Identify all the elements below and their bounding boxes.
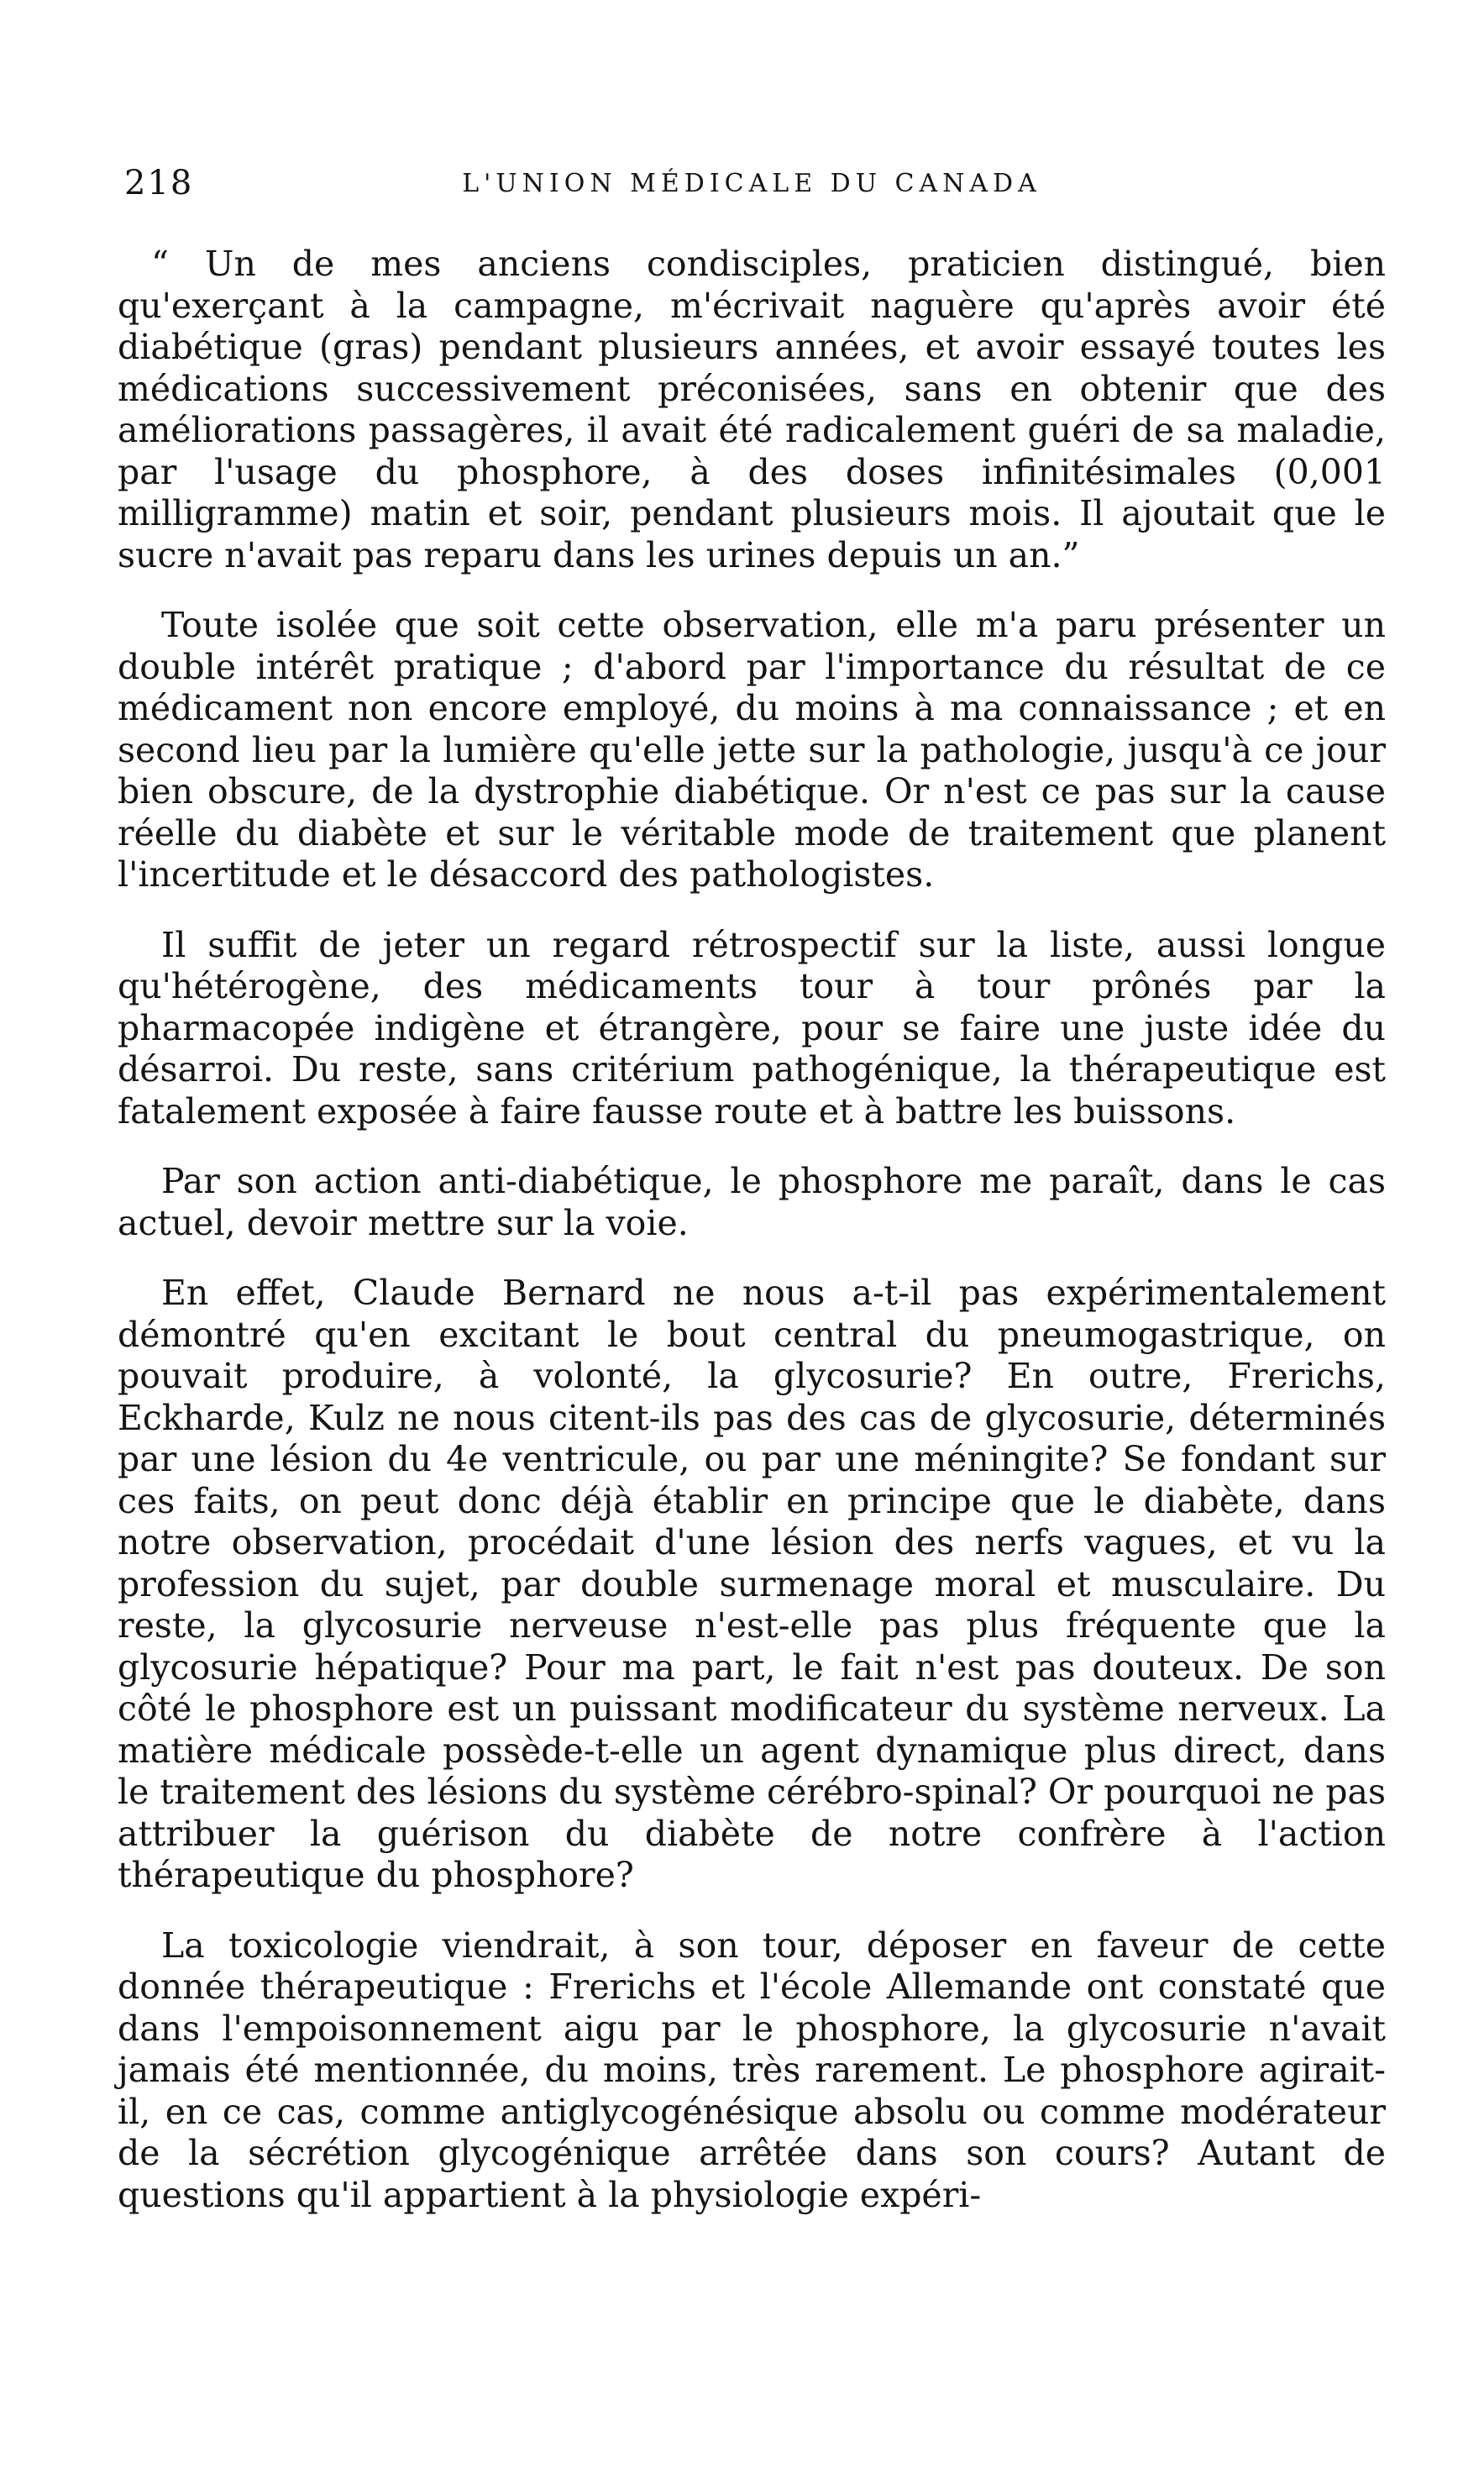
page-number: 218 bbox=[124, 164, 194, 202]
document-page bbox=[118, 0, 1386, 2489]
running-head bbox=[118, 164, 1386, 206]
paragraph: Il suffit de jeter un regard rétrospectif sur la liste, aussi longue qu'hétérogène, des médicaments tour à tour prônés par la pharmacopée indigène et étrangère, pour se faire une juste idée du désarroi. Du reste, sans critérium pathogénique, la thérapeutique est fatalement exposée à faire fausse route et à battre les buissons. bbox=[118, 924, 1386, 1132]
journal-title: L'UNION MÉDICALE DU CANADA bbox=[462, 169, 1041, 198]
body-text bbox=[118, 244, 1386, 2245]
paragraph: Par son action anti-diabétique, le phosphore me paraît, dans le cas actuel, devoir mettre sur la voie. bbox=[118, 1161, 1386, 1243]
paragraph: La toxicologie viendrait, à son tour, déposer en faveur de cette donnée thérapeutique : Frerichs et l'école Allemande ont constaté que dans l'empoisonnement aigu par le phosphore, la glycosurie n'avait jamais été mentionnée, du moins, très rarement. Le phosphore agirait-il, en ce cas, comme antiglycogénésique absolu ou comme modérateur de la sécrétion glycogénique arrêtée dans son cours? Autant de questions qu'il appartient à la physiologie expéri- bbox=[118, 1925, 1386, 2215]
paragraph-quote: “ Un de mes anciens condisciples, praticien distingué, bien qu'exerçant à la campagne, m'écrivait naguère qu'après avoir été diabétique (gras) pendant plusieurs années, et avoir essayé toutes les médications successivement préconisées, sans en obtenir que des améliorations passagères, il avait été radicalement guéri de sa maladie, par l'usage du phosphore, à des doses infinitésimales (0,001 milligramme) matin et soir, pendant plusieurs mois. Il ajoutait que le sucre n'avait pas reparu dans les urines depuis un an.” bbox=[118, 244, 1386, 575]
paragraph: Toute isolée que soit cette observation, elle m'a paru présenter un double intérêt pratique ; d'abord par l'importance du résultat de ce médicament non encore employé, du moins à ma connaissance ; et en second lieu par la lumière qu'elle jette sur la pathologie, jusqu'à ce jour bien obscure, de la dystrophie diabétique. Or n'est ce pas sur la cause réelle du diabète et sur le véritable mode de traitement que planent l'incertitude et le désaccord des pathologistes. bbox=[118, 605, 1386, 895]
paragraph: En effet, Claude Bernard ne nous a-t-il pas expérimentalement démontré qu'en excitant le bout central du pneumogastrique, on pouvait produire, à volonté, la glycosurie? En outre, Frerichs, Eckharde, Kulz ne nous citent-ils pas des cas de glycosurie, déterminés par une lésion du 4e ventricule, ou par une méningite? Se fondant sur ces faits, on peut donc déjà établir en principe que le diabète, dans notre observation, procédait d'une lésion des nerfs vagues, et vu la profession du sujet, par double surmenage moral et musculaire. Du reste, la glycosurie nerveuse n'est-elle pas plus fréquente que la glycosurie hépatique? Pour ma part, le fait n'est pas douteux. De son côté le phosphore est un puissant modificateur du système nerveux. La matière médicale possède-t-elle un agent dynamique plus direct, dans le traitement des lésions du système cérébro-spinal? Or pourquoi ne pas attribuer la guérison du diabète de notre confrère à l'action thérapeutique du phosphore? bbox=[118, 1273, 1386, 1895]
